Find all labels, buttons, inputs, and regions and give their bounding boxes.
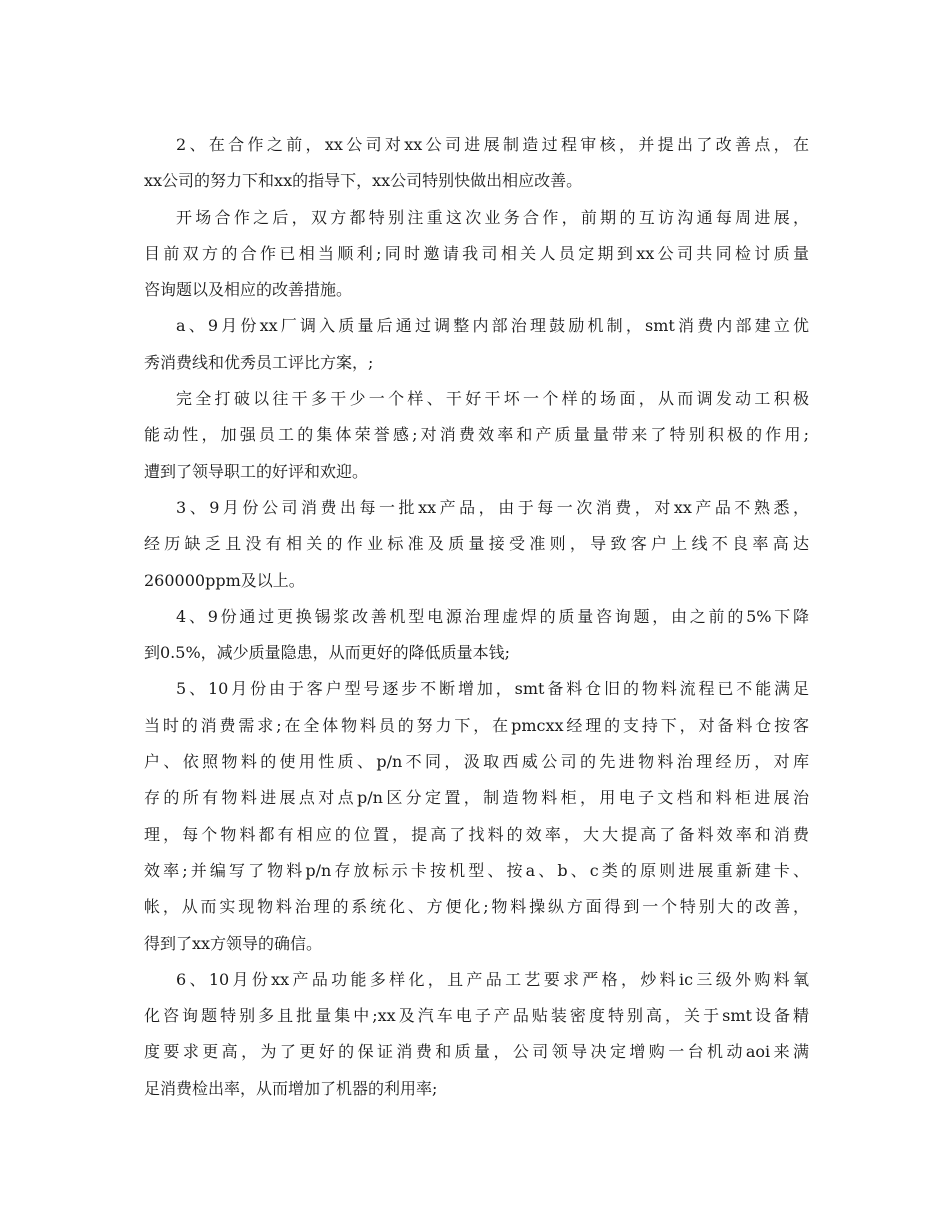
text-line: 5、10月份由于客户型号逐步不断增加，smt备料仓旧的物料流程已不能满足: [176, 679, 809, 699]
text-line: 遭到了领导职工的好评和欢迎。: [144, 461, 369, 481]
text-line: 6、10月份xx产品功能多样化，且产品工艺要求严格，炒料ic三级外购料氧: [176, 969, 809, 989]
text-line: xx公司的努力下和xx的指导下，xx公司特别快做出相应改善。: [144, 171, 583, 191]
text-line: 2、在合作之前，xx公司对xx公司进展制造过程审核，并提出了改善点，在: [176, 135, 809, 154]
paragraph-cooperation-audit: [144, 127, 809, 200]
paragraph-item-4: [144, 599, 809, 672]
paragraph-item-6: [144, 962, 809, 1107]
text-line: 秀消费线和优秀员工评比方案，;: [144, 352, 374, 372]
text-line: 目前双方的合作已相当顺利;同时邀请我司相关人员定期到xx公司共同检讨质量: [144, 243, 809, 263]
text-line: 化咨询题特别多且批量集中;xx及汽车电子产品贴装密度特别高，关于smt设备精: [144, 1006, 809, 1026]
text-line: 存的所有物料进展点对点p/n区分定置，制造物料柜，用电子文档和料柜进展治: [144, 788, 809, 808]
text-line: 足消费检出率，从而增加了机器的利用率;: [144, 1078, 438, 1098]
text-line: a、9月份xx厂调入质量后通过调整内部治理鼓励机制，smt消费内部建立优: [176, 316, 809, 336]
paragraph-item-a: [144, 308, 809, 381]
text-line: 4、9份通过更换锡浆改善机型电源治理虚焊的质量咨询题，由之前的5%下降: [176, 606, 809, 626]
text-line: 260000ppm及以上。: [144, 570, 305, 590]
text-line: 能动性，加强员工的集体荣誉感;对消费效率和产质量量带来了特别积极的作用;: [144, 425, 809, 445]
text-line: 咨询题以及相应的改善措施。: [144, 280, 353, 300]
text-line: 完全打破以往干多干少一个样、干好干坏一个样的场面，从而调发动工积极: [176, 389, 809, 409]
text-line: 3、9月份公司消费出每一批xx产品，由于每一次消费，对xx产品不熟悉，: [176, 497, 809, 517]
text-line: 帐，从而实现物料治理的系统化、方便化;物料操纵方面得到一个特别大的改善，: [144, 897, 809, 917]
paragraph-cooperation-start: [144, 200, 809, 309]
text-line: 理，每个物料都有相应的位置，提高了找料的效率，大大提高了备料效率和消费: [144, 824, 809, 844]
text-line: 经历缺乏且没有相关的作业标准及质量接受准则，导致客户上线不良率高达: [144, 534, 809, 554]
text-line: 开场合作之后，双方都特别注重这次业务合作，前期的互访沟通每周进展，: [176, 207, 809, 227]
text-line: 效率;并编写了物料p/n存放标示卡按机型、按a、b、c类的原则进展重新建卡、: [144, 860, 809, 880]
text-line: 度要求更高，为了更好的保证消费和质量，公司领导决定增购一台机动aoi来满: [144, 1042, 809, 1062]
document-body: [144, 127, 809, 1107]
text-line: 户、依照物料的使用性质、p/n不同，汲取西威公司的先进物料治理经历，对库: [144, 752, 809, 772]
text-line: 得到了xx方领导的确信。: [144, 933, 323, 953]
text-line: 当时的消费需求;在全体物料员的努力下，在pmcxx经理的支持下，对备料仓按客: [144, 715, 809, 735]
text-line: 到0.5%，减少质量隐患，从而更好的降低质量本钱;: [144, 643, 511, 663]
paragraph-item-3: [144, 490, 809, 599]
paragraph-morale: [144, 381, 809, 490]
paragraph-item-5: [144, 671, 809, 961]
